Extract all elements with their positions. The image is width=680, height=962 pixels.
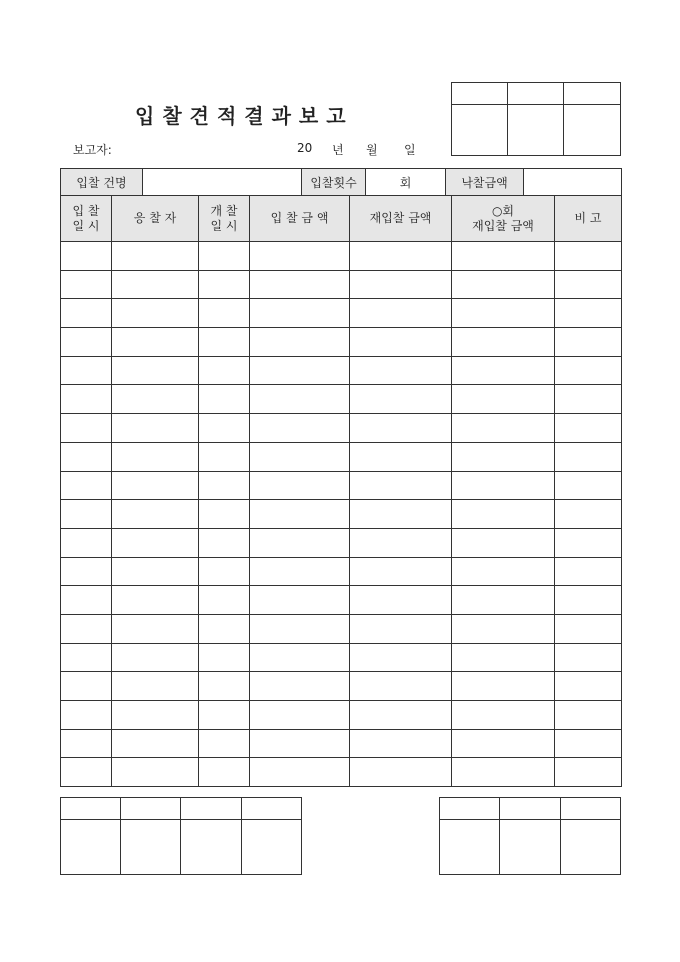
award-amount-field[interactable] (524, 169, 622, 196)
date-day-label: 일 (404, 143, 416, 157)
bid-info-table (60, 168, 622, 196)
sign-cell[interactable] (181, 820, 242, 875)
table-cell[interactable] (350, 414, 452, 443)
table-row (61, 442, 622, 471)
table-cell[interactable] (555, 729, 622, 758)
sign-cell[interactable] (440, 820, 500, 875)
sign-cell[interactable] (500, 798, 561, 820)
table-cell[interactable] (112, 729, 199, 758)
table-cell[interactable] (452, 586, 555, 615)
table-cell[interactable] (452, 299, 555, 328)
table-row (61, 356, 622, 385)
table-cell[interactable] (350, 328, 452, 357)
table-cell[interactable] (199, 328, 250, 357)
table-cell[interactable] (452, 242, 555, 271)
table-cell[interactable] (452, 758, 555, 787)
table-cell[interactable] (555, 356, 622, 385)
table-cell[interactable] (61, 299, 112, 328)
table-cell[interactable] (555, 385, 622, 414)
table-cell[interactable] (199, 586, 250, 615)
table-cell[interactable] (350, 242, 452, 271)
table-cell[interactable] (112, 586, 199, 615)
table-cell[interactable] (112, 356, 199, 385)
table-cell[interactable] (555, 442, 622, 471)
table-cell[interactable] (199, 471, 250, 500)
table-cell[interactable] (112, 414, 199, 443)
sign-cell[interactable] (440, 798, 500, 820)
table-cell[interactable] (199, 242, 250, 271)
approval-cell[interactable] (508, 83, 564, 105)
table-cell[interactable] (61, 270, 112, 299)
table-cell[interactable] (61, 614, 112, 643)
table-cell[interactable] (112, 643, 199, 672)
table-cell[interactable] (250, 528, 350, 557)
table-cell[interactable] (250, 242, 350, 271)
table-cell[interactable] (452, 557, 555, 586)
table-cell[interactable] (350, 701, 452, 730)
sign-cell[interactable] (242, 798, 302, 820)
table-cell[interactable] (452, 270, 555, 299)
table-cell[interactable] (350, 270, 452, 299)
table-cell[interactable] (250, 643, 350, 672)
table-cell[interactable] (555, 328, 622, 357)
table-cell[interactable] (112, 672, 199, 701)
table-cell[interactable] (555, 270, 622, 299)
date-year-label: 년 (332, 143, 344, 157)
table-cell[interactable] (250, 586, 350, 615)
bid-count-label: 입찰횟수 (302, 169, 366, 196)
table-row (61, 385, 622, 414)
table-cell[interactable] (452, 672, 555, 701)
table-cell[interactable] (199, 356, 250, 385)
table-row (61, 701, 622, 730)
table-cell[interactable] (555, 586, 622, 615)
approval-cell[interactable] (564, 83, 621, 105)
sign-cell[interactable] (500, 820, 561, 875)
table-cell[interactable] (61, 586, 112, 615)
table-cell[interactable] (61, 557, 112, 586)
table-cell[interactable] (112, 758, 199, 787)
table-cell[interactable] (250, 328, 350, 357)
table-header-row (61, 196, 622, 242)
table-cell[interactable] (250, 442, 350, 471)
table-cell[interactable] (555, 701, 622, 730)
col-header-bid-datetime: 입 찰 일 시 (61, 196, 112, 242)
table-cell[interactable] (350, 299, 452, 328)
sign-cell[interactable] (181, 798, 242, 820)
table-cell[interactable] (555, 758, 622, 787)
table-cell[interactable] (112, 528, 199, 557)
table-row (61, 557, 622, 586)
table-cell[interactable] (112, 500, 199, 529)
col-header-opening-datetime: 개 찰 일 시 (199, 196, 250, 242)
table-row (61, 672, 622, 701)
table-cell[interactable] (199, 270, 250, 299)
table-cell[interactable] (555, 528, 622, 557)
table-cell[interactable] (61, 643, 112, 672)
table-cell[interactable] (350, 500, 452, 529)
table-row (61, 242, 622, 271)
table-cell[interactable] (350, 586, 452, 615)
table-cell[interactable] (555, 471, 622, 500)
table-cell[interactable] (112, 270, 199, 299)
sign-box-right (439, 797, 621, 875)
table-cell[interactable] (61, 414, 112, 443)
table-row (61, 758, 622, 787)
approval-cell[interactable] (452, 83, 508, 105)
table-cell[interactable] (350, 557, 452, 586)
date-month-label: 월 (366, 143, 378, 157)
table-cell[interactable] (555, 557, 622, 586)
bid-name-label: 입찰 건명 (61, 169, 143, 196)
table-cell[interactable] (112, 701, 199, 730)
col-header-rebid-amount: 재입찰 금액 (350, 196, 452, 242)
table-row (61, 643, 622, 672)
table-cell[interactable] (199, 299, 250, 328)
table-cell[interactable] (452, 643, 555, 672)
approval-cell[interactable] (508, 105, 564, 156)
table-cell[interactable] (350, 614, 452, 643)
sign-cell[interactable] (561, 798, 621, 820)
table-cell[interactable] (452, 614, 555, 643)
table-cell[interactable] (350, 672, 452, 701)
table-cell[interactable] (350, 471, 452, 500)
table-cell[interactable] (250, 471, 350, 500)
table-cell[interactable] (250, 270, 350, 299)
table-cell[interactable] (452, 328, 555, 357)
date-year-prefix: 20 (297, 141, 313, 155)
table-cell[interactable] (199, 528, 250, 557)
approval-box-top (451, 82, 621, 156)
table-cell[interactable] (250, 500, 350, 529)
table-row (61, 500, 622, 529)
col-header-nth-rebid-amount: ○회 재입찰 금액 (452, 196, 555, 242)
bid-name-field[interactable] (143, 169, 302, 196)
table-cell[interactable] (61, 242, 112, 271)
table-row (61, 299, 622, 328)
table-cell[interactable] (250, 758, 350, 787)
approval-cell[interactable] (564, 105, 621, 156)
table-cell[interactable] (61, 528, 112, 557)
table-cell[interactable] (452, 414, 555, 443)
table-cell[interactable] (452, 701, 555, 730)
table-row (61, 586, 622, 615)
bid-results-table (60, 195, 622, 787)
table-cell[interactable] (112, 557, 199, 586)
sign-cell[interactable] (61, 820, 121, 875)
table-cell[interactable] (350, 758, 452, 787)
table-cell[interactable] (61, 442, 112, 471)
table-cell[interactable] (61, 471, 112, 500)
table-cell[interactable] (452, 442, 555, 471)
sign-cell[interactable] (242, 820, 302, 875)
table-cell[interactable] (61, 729, 112, 758)
award-amount-label: 낙찰금액 (446, 169, 524, 196)
table-cell[interactable] (250, 701, 350, 730)
bid-count-unit[interactable]: 회 (366, 169, 446, 196)
sign-cell[interactable] (121, 798, 181, 820)
reporter-label: 보고자: (73, 143, 112, 157)
table-cell[interactable] (250, 414, 350, 443)
table-row (61, 471, 622, 500)
col-header-bid-amount: 입 찰 금 액 (250, 196, 350, 242)
table-cell[interactable] (250, 299, 350, 328)
table-row (61, 328, 622, 357)
table-cell[interactable] (350, 528, 452, 557)
table-cell[interactable] (452, 356, 555, 385)
table-cell[interactable] (555, 242, 622, 271)
table-cell[interactable] (61, 328, 112, 357)
table-cell[interactable] (199, 614, 250, 643)
table-cell[interactable] (250, 614, 350, 643)
table-cell[interactable] (250, 672, 350, 701)
table-cell[interactable] (350, 643, 452, 672)
table-cell[interactable] (61, 500, 112, 529)
table-cell[interactable] (199, 672, 250, 701)
table-cell[interactable] (61, 672, 112, 701)
table-cell[interactable] (199, 414, 250, 443)
table-cell[interactable] (61, 385, 112, 414)
table-cell[interactable] (199, 729, 250, 758)
table-cell[interactable] (199, 758, 250, 787)
table-cell[interactable] (452, 385, 555, 414)
table-cell[interactable] (250, 385, 350, 414)
table-cell[interactable] (112, 471, 199, 500)
table-cell[interactable] (61, 701, 112, 730)
table-cell[interactable] (555, 672, 622, 701)
table-cell[interactable] (112, 299, 199, 328)
table-row (61, 729, 622, 758)
table-cell[interactable] (61, 758, 112, 787)
table-cell[interactable] (452, 528, 555, 557)
table-cell[interactable] (199, 701, 250, 730)
table-cell[interactable] (112, 242, 199, 271)
sign-cell[interactable] (121, 820, 181, 875)
sign-cell[interactable] (561, 820, 621, 875)
sign-cell[interactable] (61, 798, 121, 820)
table-cell[interactable] (452, 471, 555, 500)
table-cell[interactable] (555, 414, 622, 443)
table-cell[interactable] (112, 442, 199, 471)
table-cell[interactable] (199, 643, 250, 672)
table-row (61, 528, 622, 557)
table-cell[interactable] (199, 442, 250, 471)
sign-box-left (60, 797, 302, 875)
table-cell[interactable] (555, 299, 622, 328)
table-cell[interactable] (452, 500, 555, 529)
table-cell[interactable] (112, 328, 199, 357)
table-cell[interactable] (112, 385, 199, 414)
table-cell[interactable] (350, 729, 452, 758)
table-row (61, 414, 622, 443)
table-cell[interactable] (250, 729, 350, 758)
table-cell[interactable] (350, 356, 452, 385)
table-cell[interactable] (250, 356, 350, 385)
table-cell[interactable] (555, 643, 622, 672)
table-cell[interactable] (555, 500, 622, 529)
table-cell[interactable] (199, 385, 250, 414)
table-cell[interactable] (350, 385, 452, 414)
col-header-bidder: 응 찰 자 (112, 196, 199, 242)
table-cell[interactable] (452, 729, 555, 758)
table-cell[interactable] (61, 356, 112, 385)
table-row (61, 614, 622, 643)
table-cell[interactable] (112, 614, 199, 643)
table-cell[interactable] (199, 500, 250, 529)
table-cell[interactable] (350, 442, 452, 471)
col-header-remarks: 비 고 (555, 196, 622, 242)
page-title: 입찰견적결과보고 (135, 104, 354, 128)
table-cell[interactable] (555, 614, 622, 643)
table-cell[interactable] (199, 557, 250, 586)
approval-cell[interactable] (452, 105, 508, 156)
table-row (61, 270, 622, 299)
table-cell[interactable] (250, 557, 350, 586)
